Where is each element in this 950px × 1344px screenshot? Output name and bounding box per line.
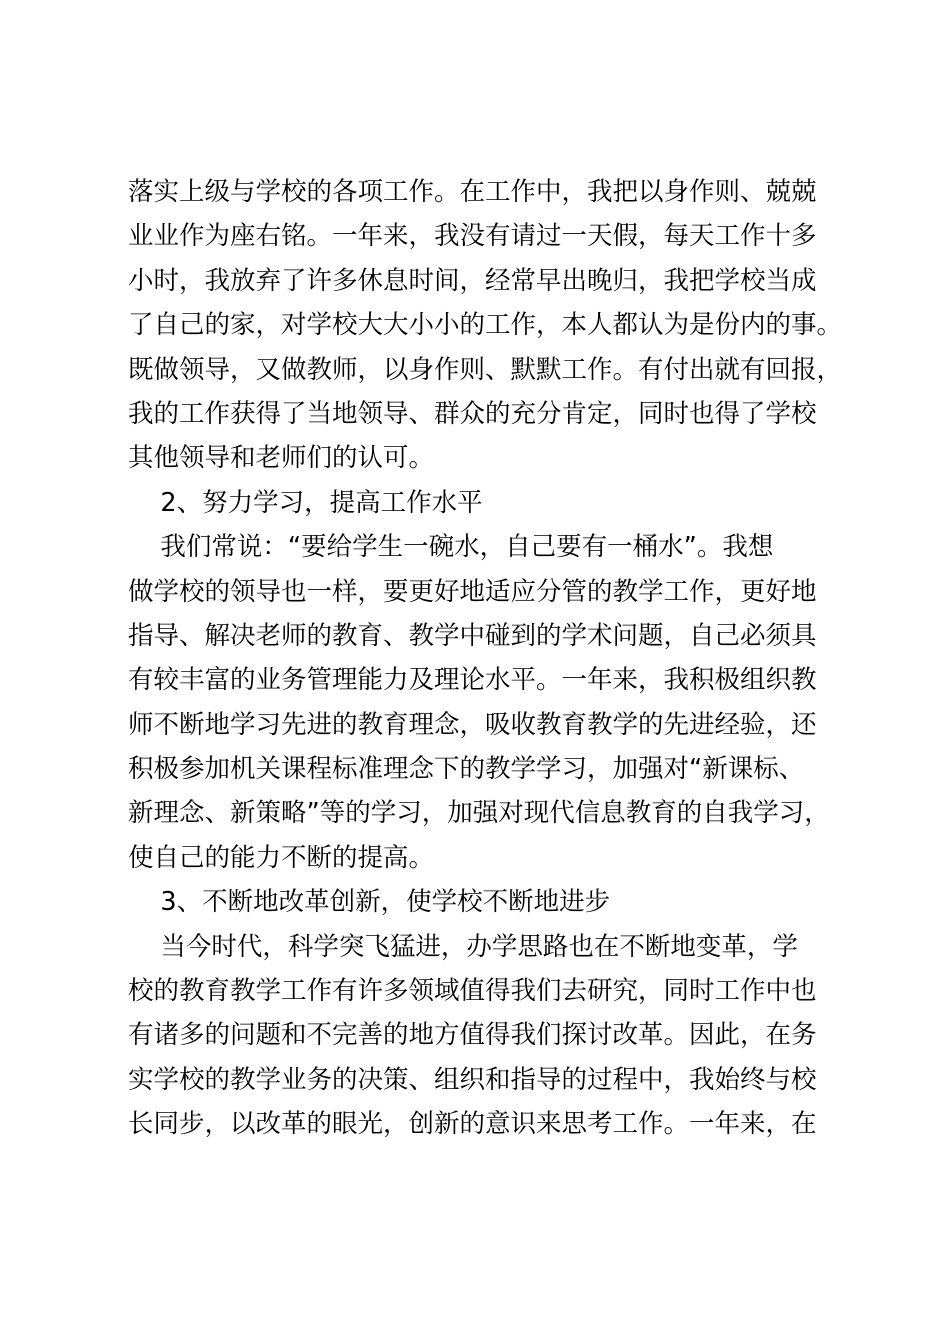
text-line: 指导、解决老师的教育、教学中碰到的学术问题，自己必须具	[128, 620, 817, 651]
text-line: 我的工作获得了当地领导、群众的充分肯定，同时也得了学校	[128, 398, 817, 429]
text-line: 校的教育教学工作有许多领域值得我们去研究，同时工作中也	[128, 976, 817, 1007]
body-text	[128, 170, 843, 1147]
text-line: 有诸多的问题和不完善的地方值得我们探讨改革。因此，在务	[128, 1020, 817, 1051]
text-line: 积极参加机关课程标准理念下的教学学习，加强对“新课标、	[128, 754, 805, 785]
text-line: 我们常说：“要给学生一碗水，自己要有一桶水”。我想	[128, 532, 774, 563]
text-line: 有较丰富的业务管理能力及理论水平。一年来，我积极组织教	[128, 665, 817, 696]
section-heading: 2、努力学习，提高工作水平	[128, 487, 483, 518]
text-line: 实学校的教学业务的决策、组织和指导的过程中，我始终与校	[128, 1064, 817, 1095]
text-line: 既做领导，又做教师，以身作则、默默工作。有付出就有回报，	[128, 354, 843, 385]
section-heading: 3、不断地改革创新，使学校不断地进步	[128, 887, 611, 918]
text-line: 师不断地学习先进的教育理念，吸收教育教学的先进经验，还	[128, 709, 817, 740]
text-line: 新理念、新策略”等的学习，加强对现代信息教育的自我学习，	[128, 798, 830, 829]
text-line: 了自己的家，对学校大大小小的工作，本人都认为是份内的事。	[128, 310, 843, 341]
text-line: 其他领导和老师们的认可。	[128, 443, 435, 474]
text-line: 长同步，以改革的眼光，创新的意识来思考工作。一年来，在	[128, 1109, 817, 1140]
text-line: 落实上级与学校的各项工作。在工作中，我把以身作则、兢兢	[128, 177, 817, 207]
text-line: 小时，我放弃了许多休息时间，经常早出晚归，我把学校当成	[128, 265, 817, 296]
text-line: 使自己的能力不断的提高。	[128, 842, 435, 873]
text-line: 做学校的领导也一样，要更好地适应分管的教学工作，更好地	[128, 576, 817, 607]
text-line: 业业作为座右铭。一年来，我没有请过一天假，每天工作十多	[128, 221, 817, 252]
text-line: 当今时代，科学突飞猛进，办学思路也在不断地变革，学	[128, 931, 798, 962]
